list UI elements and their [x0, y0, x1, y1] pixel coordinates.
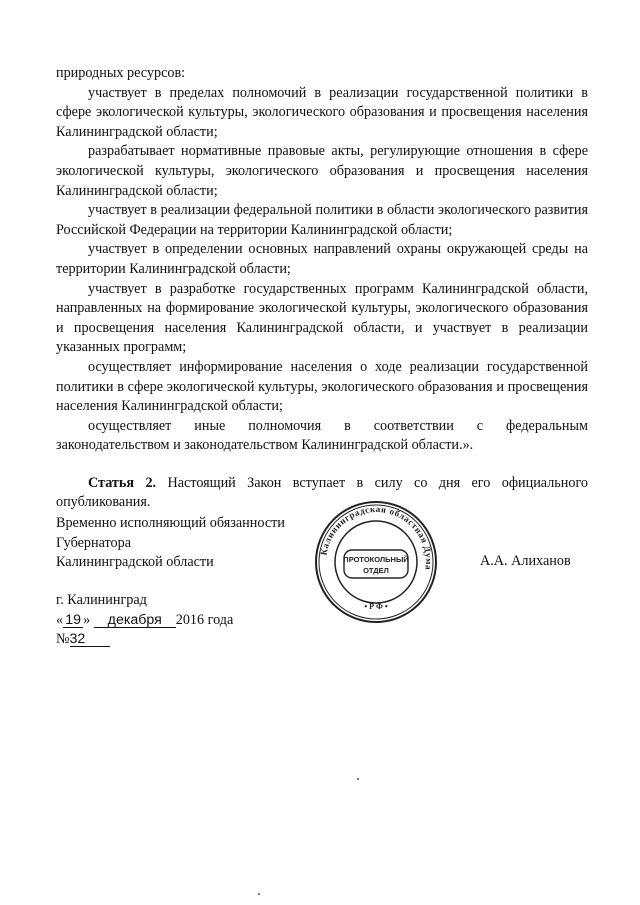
- position-line-2: Губернатора: [56, 534, 132, 551]
- paragraph: осуществляет информирование населения о ходе реализации государственной политики в сфере экологической культуры, экологического образования и просвещения населения Калининградской области;: [56, 358, 588, 415]
- number-label: №: [56, 631, 70, 648]
- position-line-3: Калининградской области: [56, 554, 214, 571]
- signatory-position: [56, 514, 316, 573]
- date-year: 2016 года: [175, 611, 234, 628]
- date-month: декабря: [94, 613, 176, 628]
- place-and-date: [56, 591, 233, 650]
- scan-speck: [258, 893, 260, 895]
- paragraph: участвует в разработке государственных программ Калининградской области, направленных на формирование экологической культуры, экологического образования и просвещения населения Калининградской области, и участвует в реализации указанных программ;: [56, 280, 588, 356]
- paragraph: разрабатывает нормативные правовые акты, регулирующие отношения в сфере экологической культуры, экологического образования и просвещения населения Калининградской области;: [56, 143, 588, 199]
- position-line-1: Временно исполняющий обязанности: [56, 515, 285, 531]
- city: г. Калининград: [56, 592, 147, 608]
- article-label: Статья 2.: [88, 474, 157, 491]
- date-day: 19: [63, 613, 83, 628]
- article-text: Настоящий Закон вступает в силу со дня его официального опубликования.: [56, 474, 589, 511]
- law-number: [56, 630, 233, 650]
- paragraph: природных ресурсов:: [56, 65, 186, 81]
- scan-speck: [357, 778, 359, 780]
- law-text-body: [56, 64, 588, 527]
- number-value: 32: [70, 632, 110, 647]
- seal-bottom-text: • Р Ф •: [364, 602, 388, 611]
- paragraph-list: [56, 64, 588, 456]
- seal-center-line-1: ПРОТОКОЛЬНЫЙ: [343, 555, 409, 564]
- paragraph: осуществляет иные полномочия в соответствии с федеральным законодательством и законодательством Калининградской области.».: [56, 417, 588, 454]
- date-quote-close: »: [83, 611, 91, 628]
- official-seal: [314, 500, 438, 624]
- seal-center-line-2: ОТДЕЛ: [363, 566, 389, 575]
- paragraph: участвует в реализации федеральной политики в области экологического развития Российской Федерации на территории Калининградской области;: [56, 202, 588, 238]
- date-quote-open: «: [56, 611, 64, 628]
- signatory-name: А.А. Алиханов: [480, 553, 571, 569]
- paragraph: участвует в пределах полномочий в реализации государственной политики в сфере экологической культуры, экологического образования и просвещения населения Калининградской области;: [56, 84, 588, 140]
- seal-arc-text: Калининградская областная Дума: [318, 503, 435, 571]
- signing-date: [56, 611, 233, 631]
- paragraph: участвует в определении основных направлений охраны окружающей среды на территории Калининградской области;: [56, 241, 588, 277]
